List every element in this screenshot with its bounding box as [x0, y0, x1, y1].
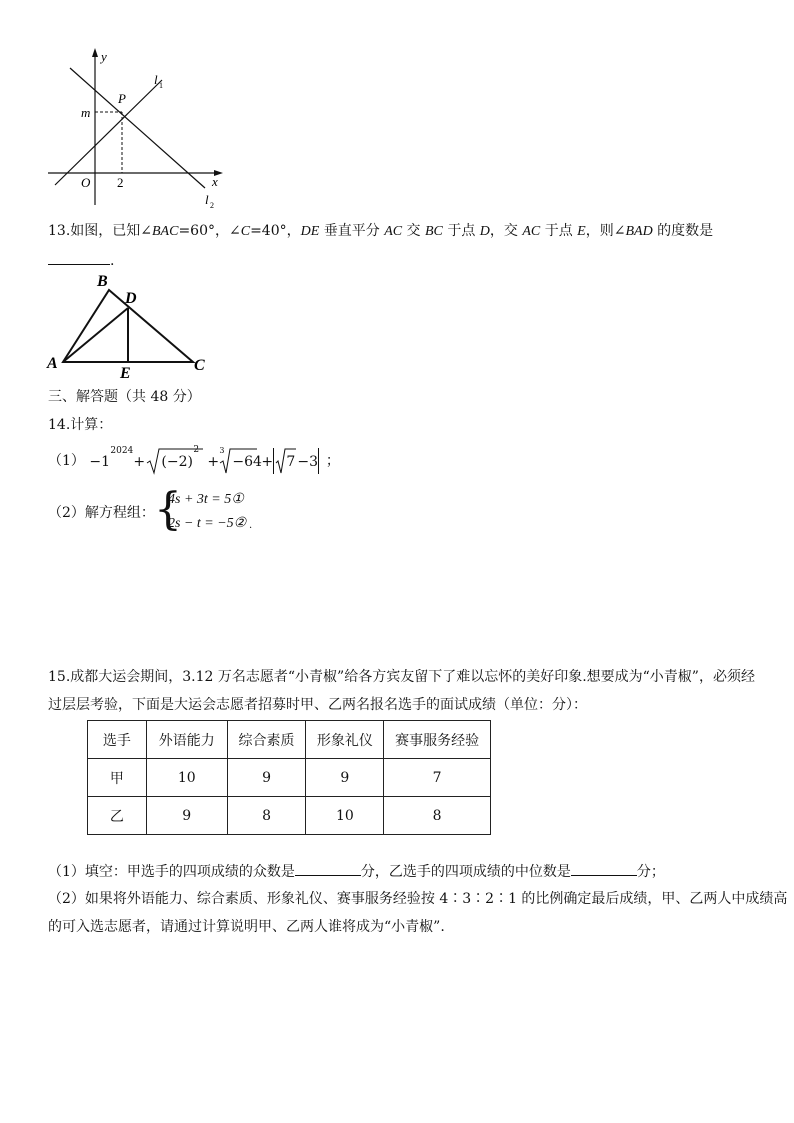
expr-neg-64: −64 [232, 454, 262, 470]
line-l1 [55, 80, 162, 185]
table-cell: 10 [306, 797, 384, 835]
mode-answer-blank [295, 861, 361, 876]
point-a-label: A [47, 355, 58, 372]
y-axis-label: y [101, 49, 107, 64]
q13-text: 垂直平分 [319, 223, 385, 239]
point-d-label: D [125, 290, 137, 307]
q13-text: ，则∠ [585, 223, 626, 239]
q13-text: =60°，∠ [178, 223, 241, 239]
x-axis-label: x [212, 174, 218, 189]
q15-part-1 [48, 861, 665, 882]
expr-minus-one: −1 [89, 454, 111, 470]
q13-text: 于点 [540, 223, 578, 239]
q13-segment-de: DE [300, 224, 320, 239]
q13-segment-ac: AC [384, 224, 403, 239]
q13-point-d: D [479, 224, 490, 239]
tick-2-label: 2 [117, 175, 124, 190]
expr-neg-two: (−2) [161, 454, 193, 470]
question-14-title: 14.计算： [48, 417, 113, 433]
table-cell: 7 [384, 759, 491, 797]
point-e-label: E [120, 365, 131, 380]
coordinate-graph-figure [40, 40, 240, 215]
origin-label: O [81, 175, 91, 190]
line-l2 [70, 68, 205, 188]
abs-bar-right [318, 448, 319, 474]
triangle-figure [44, 270, 214, 380]
q14-part-1 [48, 446, 340, 476]
q15-line-2: 过层层考验，下面是大运会志愿者招募时甲、乙两名报名选手的面试成绩（单位：分）： [48, 697, 587, 713]
m-label: m [81, 105, 91, 120]
point-c-label: C [194, 357, 205, 374]
l1-subscript: 1 [159, 81, 163, 90]
q15-part-1-text: （1）填空：甲选手的四项成绩的众数是 [48, 864, 295, 880]
q13-text: 于点 [442, 223, 480, 239]
expr-seven: 7 [286, 454, 296, 470]
table-header-cell: 选手 [88, 721, 147, 759]
table-row [88, 797, 491, 835]
q14-part-1-tail: ； [325, 453, 340, 469]
q13-end-period: . [110, 253, 115, 269]
q13-answer-blank-line [48, 250, 114, 271]
l2-label: l [205, 192, 209, 207]
q13-point-e: E [577, 224, 586, 239]
table-cell: 8 [227, 797, 306, 835]
q13-text: 13.如图，已知∠ [48, 223, 152, 239]
q15-line-1: 15.成都大运会期间，3.12 万名志愿者“小青椒”给各方宾友留下了难以忘怀的美好印象.想要成为“小青椒”，必须经 [48, 669, 755, 685]
table-header-cell: 综合素质 [227, 721, 306, 759]
table-cell: 9 [227, 759, 306, 797]
table-header-cell: 赛事服务经验 [384, 721, 491, 759]
equation-2: 2s − t = −5② [168, 516, 247, 531]
q13-answer-blank [48, 250, 110, 265]
expr-minus-three: −3 [297, 454, 319, 470]
expr-cube-root-index: 3 [219, 446, 225, 455]
q14-expression [89, 446, 321, 476]
equation-1: 4s + 3t = 5① [168, 492, 244, 507]
table-header-cell: 形象礼仪 [306, 721, 384, 759]
expr-plus: + [133, 454, 146, 470]
abs-bar-left [273, 448, 274, 474]
q15-part-1-text: 分，乙选手的四项成绩的中位数是 [360, 864, 571, 880]
q13-segment-bc: BC [425, 224, 443, 239]
table-cell: 9 [146, 797, 227, 835]
table-header-row [88, 721, 491, 759]
q14-part-2 [48, 484, 308, 538]
q13-angle-bac: BAC [152, 224, 179, 239]
q13-segment-ac: AC [522, 224, 541, 239]
q15-part-2-line-1: （2）如果将外语能力、综合素质、形象礼仪、赛事服务经验按 4∶3∶2∶1 的比例确定最后成绩，甲、乙两人中成绩高 [48, 891, 788, 907]
q13-text: 交 [402, 223, 425, 239]
q13-text: 的度数是 [652, 223, 714, 239]
q14-part-1-label: （1） [48, 453, 85, 469]
question-13-text [48, 221, 713, 242]
q15-part-1-text: 分； [636, 864, 665, 880]
table-row [88, 759, 491, 797]
section-3-heading: 三、解答题（共 48 分） [48, 389, 201, 405]
y-axis-arrow-icon [92, 48, 98, 57]
left-brace-icon: { [154, 484, 182, 535]
q13-angle-c: C [240, 224, 251, 239]
l1-label: l [154, 72, 158, 87]
median-answer-blank [571, 861, 637, 876]
q13-angle-bad: BAD [625, 224, 653, 239]
table-cell: 9 [306, 759, 384, 797]
point-p-label: P [118, 91, 126, 106]
table-cell: 8 [384, 797, 491, 835]
q13-text: ，交 [489, 223, 523, 239]
expr-square: 2 [193, 445, 200, 455]
table-cell: 乙 [88, 797, 147, 835]
expr-plus: + [261, 454, 274, 470]
table-cell: 10 [146, 759, 227, 797]
l2-subscript: 2 [210, 201, 214, 210]
table-header-cell: 外语能力 [146, 721, 227, 759]
q14-part-2-label: （2）解方程组： [48, 505, 155, 521]
expr-exponent: 2024 [110, 446, 134, 456]
q15-part-2-line-2: 的可入选志愿者，请通过计算说明甲、乙两人谁将成为“小青椒”. [48, 919, 445, 935]
table-cell: 甲 [88, 759, 147, 797]
point-b-label: B [97, 273, 108, 290]
q13-text: =40°， [250, 223, 301, 239]
segment-ad [63, 308, 128, 362]
score-table [87, 720, 491, 835]
expr-plus: + [207, 454, 220, 470]
equation-end: . [249, 520, 253, 531]
